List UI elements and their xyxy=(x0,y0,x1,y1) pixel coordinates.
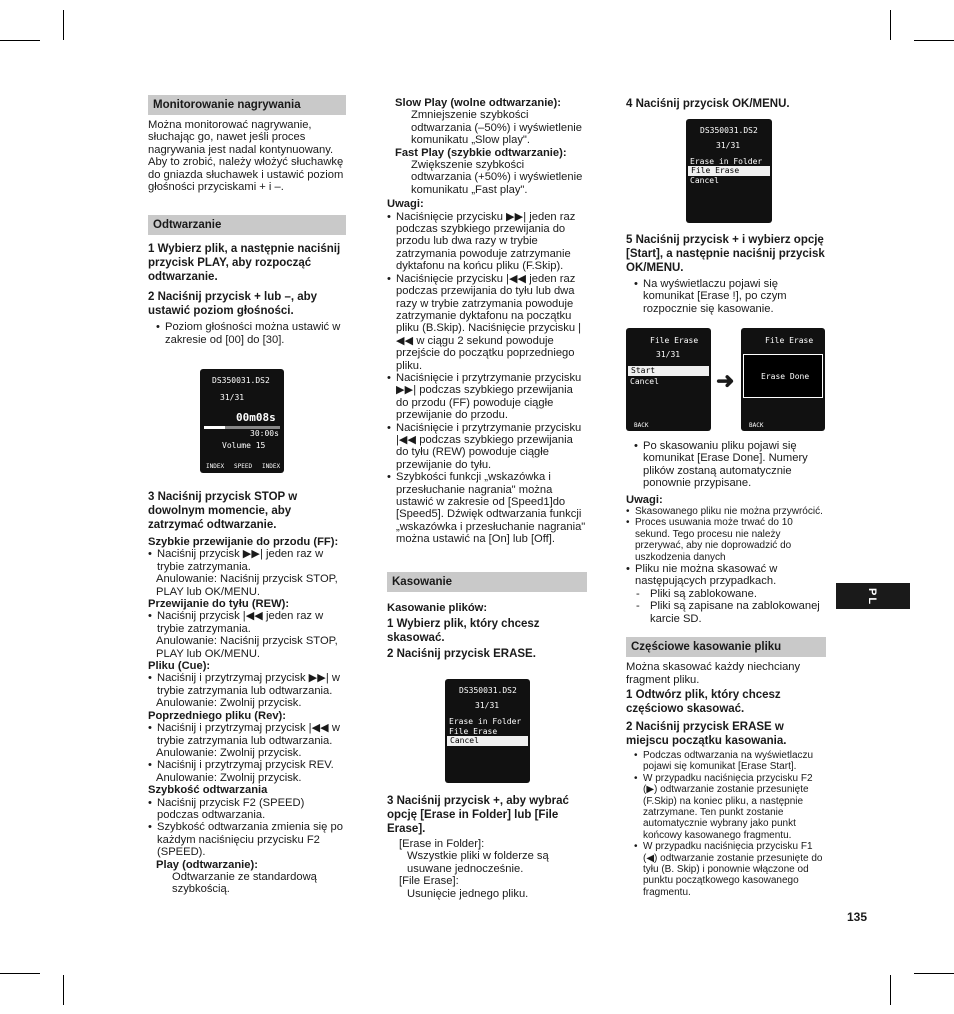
speed-list xyxy=(148,797,348,859)
erase-step-1: 1 Wybierz plik, który chcesz skasować. xyxy=(387,618,540,645)
crop-mark xyxy=(63,975,64,1005)
rev-cancel-2: Anulowanie: Zwolnij przycisk. xyxy=(156,771,302,784)
list-item: • Poziom głośności można ustawić w zakresie od [00] do [30]. xyxy=(156,321,346,346)
list-item: • Naciśnij i przytrzymaj przycisk |◀◀ w trybie zatrzymania lub odtwarzania. xyxy=(148,722,348,747)
rev-list-2 xyxy=(148,759,348,771)
notes-title: Uwagi: xyxy=(626,493,663,506)
speed-title: Szybkość odtwarzania xyxy=(148,784,268,797)
section-title-monitoring: Monitorowanie nagrywania xyxy=(148,95,346,115)
column-2 xyxy=(387,97,587,661)
screen-title: File Erase xyxy=(650,336,699,345)
menu-item-file-erase: File Erase xyxy=(449,727,498,736)
list-item: • Naciśnij przycisk F2 (SPEED) podczas odtwarzania. xyxy=(148,797,348,822)
crop-mark xyxy=(890,975,891,1005)
erase-step-2: 2 Naciśnij przycisk ERASE. xyxy=(387,648,536,661)
list-item: • Podczas odtwarzania na wyświetlaczu pojawi się komunikat [Erase Start]. xyxy=(634,750,826,773)
ff-title: Szybkie przewijanie do przodu (FF): xyxy=(148,536,339,548)
column-1 xyxy=(148,95,346,346)
monitoring-text: Można monitorować nagrywanie, słuchając go, nawet jeśli proces nagrywania jest nadal kontynuowany. Aby to zrobić, należy włożyć słuchawkę do gniazda słuchawek i ustawić poziom głośności przyciskami + i –. xyxy=(148,119,344,194)
list-item: • Naciśnięcie przycisku |◀◀ jeden raz podczas przewijania do tyłu lub dwa razy w trybie zatrzymania powoduje zatrzymanie dyktafonu na początku pliku (B.Skip). Naciśnięcie przycisku |◀◀ w ciągu 2 sekund powoduje przejście do początku poprzedniego pliku. xyxy=(387,273,587,372)
list-item: • Pliku nie można skasować w następujących przypadkach. xyxy=(626,563,826,588)
screen-file-count: 31/31 xyxy=(656,350,681,359)
crop-mark xyxy=(0,973,40,974)
screen-file-count: 31/31 xyxy=(220,393,245,402)
screen-btn-1: INDEX xyxy=(206,463,225,470)
list-item: • Po skasowaniu pliku pojawi się komunikat [Erase Done]. Numery plików zostaną automatycznie ponownie przypisane. xyxy=(634,440,826,490)
cue-title: Pliku (Cue): xyxy=(148,660,211,673)
list-item: • Szybkości funkcji „wskazówka i przesłuchanie nagrania" można ustawić w zakresie od [Speed1]do [Speed5]. Dźwięk odtwarzania funkcji „wskazówka i przesłuchanie nagrania" można ustawić na [On] lub [Off]. xyxy=(387,471,587,545)
device-screen-playback xyxy=(200,369,284,473)
list-item: - Pliki są zablokowane. xyxy=(636,588,826,600)
section-title-playback: Odtwarzanie xyxy=(148,215,346,235)
erase-step-4: 4 Naciśnij przycisk OK/MENU. xyxy=(626,98,790,110)
play-title: Play (odtwarzanie): xyxy=(156,858,258,871)
menu-item-cancel: Cancel xyxy=(630,377,659,386)
playback-step-3: 3 Naciśnij przycisk STOP w dowolnym momencie, aby zatrzymać odtwarzanie. xyxy=(148,491,298,531)
screen-btn-3: INDEX xyxy=(262,463,281,470)
screen-filename: DS350031.DS2 xyxy=(212,376,270,385)
crop-mark xyxy=(914,40,954,41)
partial-step-2-notes xyxy=(626,750,826,898)
screen-filename: DS350031.DS2 xyxy=(700,126,758,135)
list-item: • Naciśnięcie i przytrzymanie przycisku ▶▶| podczas szybkiego przewijania do przodu (FF) powoduje ciągłe przewijanie do przodu. xyxy=(387,372,587,422)
device-screen-erase-menu xyxy=(445,679,530,783)
screen-time: 00m08s xyxy=(236,411,276,424)
list-item: • Naciśnięcie przycisku ▶▶| jeden raz podczas szybkiego przewijania do przodu lub dwa razy w trybie zatrzymania powoduje zatrzymanie dyktafonu na końcu pliku (F.Skip). xyxy=(387,211,587,273)
list-item: • Naciśnij i przytrzymaj przycisk REV. xyxy=(148,759,348,771)
column-3-lower xyxy=(626,440,826,898)
screen-btn-2: SPEED xyxy=(234,463,253,470)
rew-title: Przewijanie do tyłu (REW): xyxy=(148,598,290,611)
ff-cancel: Anulowanie: Naciśnij przycisk STOP, PLAY lub OK/MENU. xyxy=(156,573,338,598)
slow-play-title: Slow Play (wolne odtwarzanie): xyxy=(395,97,561,109)
rew-list xyxy=(148,610,348,635)
column-3 xyxy=(626,97,826,111)
playback-step-1: 1 Wybierz plik, a następnie naciśnij przycisk PLAY, aby rozpocząć odtwarzanie. xyxy=(148,243,341,284)
list-item: • Na wyświetlaczu pojawi się komunikat [Erase !], po czym rozpocznie się kasowanie. xyxy=(634,278,826,315)
list-item: • Naciśnij przycisk ▶▶| jeden raz w trybie zatrzymania. xyxy=(148,548,348,573)
option-file-erase: [File Erase]: xyxy=(399,875,459,888)
play-text: Odtwarzanie ze standardową szybkością. xyxy=(172,870,317,896)
device-screen-erase-done xyxy=(741,328,825,431)
section-title-partial-erase: Częściowe kasowanie pliku xyxy=(626,637,826,657)
erase-files-title: Kasowanie plików: xyxy=(387,601,488,614)
erase-step-5: 5 Naciśnij przycisk + i wybierz opcję [Start], a następnie naciśnij przycisk OK/MENU. xyxy=(626,234,825,274)
list-item: • Skasowanego pliku nie można przywrócić. xyxy=(626,506,826,517)
step-2-notes xyxy=(148,321,346,346)
menu-item-start: Start xyxy=(628,366,709,376)
column-2-lower xyxy=(387,794,587,900)
crop-mark xyxy=(890,10,891,40)
menu-item-cancel: Cancel xyxy=(690,176,719,185)
section-title-erase: Kasowanie xyxy=(387,572,587,592)
step-5-notes xyxy=(626,278,826,315)
rev-cancel: Anulowanie: Zwolnij przycisk. xyxy=(156,746,302,759)
crop-mark xyxy=(0,40,40,41)
column-3-step5 xyxy=(626,233,826,315)
notes-list xyxy=(387,211,587,546)
option-erase-in-folder: [Erase in Folder]: xyxy=(399,838,485,850)
column-1-lower xyxy=(148,490,348,896)
list-item: • W przypadku naciśnięcia przycisku F1 (◀) odtwarzanie zostanie przesunięte do tyłu (B. Skip) i ponownie włączone od punktu początkowego kasowanego fragmentu. xyxy=(634,841,826,898)
screen-file-count: 31/31 xyxy=(475,701,500,710)
slow-play-text: Zmniejszenie szybkości odtwarzania (–50%) i wyświetlenie komunikatu „Slow play". xyxy=(411,109,582,147)
partial-step-2: 2 Naciśnij przycisk ERASE w miejscu początku kasowania. xyxy=(626,720,787,747)
language-tab xyxy=(836,583,910,609)
screen-filename: DS350031.DS2 xyxy=(459,686,517,695)
language-tab-label: PL xyxy=(866,588,878,607)
list-item: • Szybkość odtwarzania zmienia się po każdym naciśnięciu przycisku F2 (SPEED). xyxy=(148,821,348,858)
screen-back: BACK xyxy=(634,422,649,429)
list-item: • Proces usuwania może trwać do 10 sekund. Tego procesu nie należy przerywać, aby nie doprowadzić do uszkodzenia danych xyxy=(626,517,826,563)
menu-item-erase-in-folder: Erase in Folder xyxy=(690,157,763,166)
rew-cancel: Anulowanie: Naciśnij przycisk STOP, PLAY lub OK/MENU. xyxy=(156,635,338,660)
fast-play-title: Fast Play (szybkie odtwarzanie): xyxy=(395,146,567,159)
list-item: • Naciśnięcie i przytrzymanie przycisku |◀◀ podczas szybkiego przewijania do tyłu (REW) powoduje ciągłe przewijanie do tyłu. xyxy=(387,422,587,472)
erase-done-message: Erase Done xyxy=(761,372,810,381)
device-screen-file-erase-start xyxy=(626,328,711,431)
list-item: • Naciśnij i przytrzymaj przycisk ▶▶| w trybie zatrzymania lub odtwarzania. xyxy=(148,672,348,697)
partial-step-1: 1 Odtwórz plik, który chcesz częściowo skasować. xyxy=(626,688,781,715)
playback-step-2: 2 Naciśnij przycisk + lub –, aby ustawić poziom głośności. xyxy=(148,291,318,318)
option-erase-in-folder-text: Wszystkie pliki w folderze są usuwane jednocześnie. xyxy=(407,850,549,875)
screen-file-count: 31/31 xyxy=(716,141,741,150)
cue-cancel: Anulowanie: Zwolnij przycisk. xyxy=(156,697,302,710)
fast-play-text: Zwiększenie szybkości odtwarzania (+50%) i wyświetlenie komunikatu „Fast play". xyxy=(411,159,583,196)
ff-list xyxy=(148,548,348,573)
arrow-right-icon: ➜ xyxy=(716,368,735,393)
rev-list xyxy=(148,722,348,747)
page-number: 135 xyxy=(847,910,868,924)
locked-cases-list xyxy=(626,588,826,625)
crop-mark xyxy=(914,973,954,974)
crop-mark xyxy=(63,10,64,40)
rev-title: Poprzedniego pliku (Rev): xyxy=(148,709,286,722)
partial-erase-text: Można skasować każdy niechciany fragment pliku. xyxy=(626,661,801,686)
erase-step-3: 3 Naciśnij przycisk +, aby wybrać opcję [Erase in Folder] lub [File Erase]. xyxy=(387,795,569,835)
screen-volume: Volume 15 xyxy=(222,441,266,450)
menu-item-cancel: Cancel xyxy=(447,736,528,746)
list-item: • W przypadku naciśnięcia przycisku F2 (▶) odtwarzanie zostanie przesunięte (F.Skip) na koniec pliku, a następnie zatrzymane. Ten punkt zostanie automatycznie wybrany jako punkt końcowy kasowanego fragmentu. xyxy=(634,773,826,841)
notes-title: Uwagi: xyxy=(387,198,424,211)
notes-list xyxy=(626,506,826,588)
option-file-erase-text: Usunięcie jednego pliku. xyxy=(407,887,529,900)
screen-back: BACK xyxy=(749,422,764,429)
list-item: - Pliki są zapisane na zablokowanej karcie SD. xyxy=(636,600,826,625)
menu-item-file-erase: File Erase xyxy=(688,166,770,176)
list-item: • Naciśnij przycisk |◀◀ jeden raz w trybie zatrzymania. xyxy=(148,610,348,635)
menu-item-erase-in-folder: Erase in Folder xyxy=(449,717,522,726)
device-screen-erase-menu-2 xyxy=(686,119,772,223)
screen-total-time: 30:00s xyxy=(250,429,279,438)
screen-title: File Erase xyxy=(765,336,814,345)
after-erase-notes xyxy=(626,440,826,490)
cue-list xyxy=(148,672,348,697)
